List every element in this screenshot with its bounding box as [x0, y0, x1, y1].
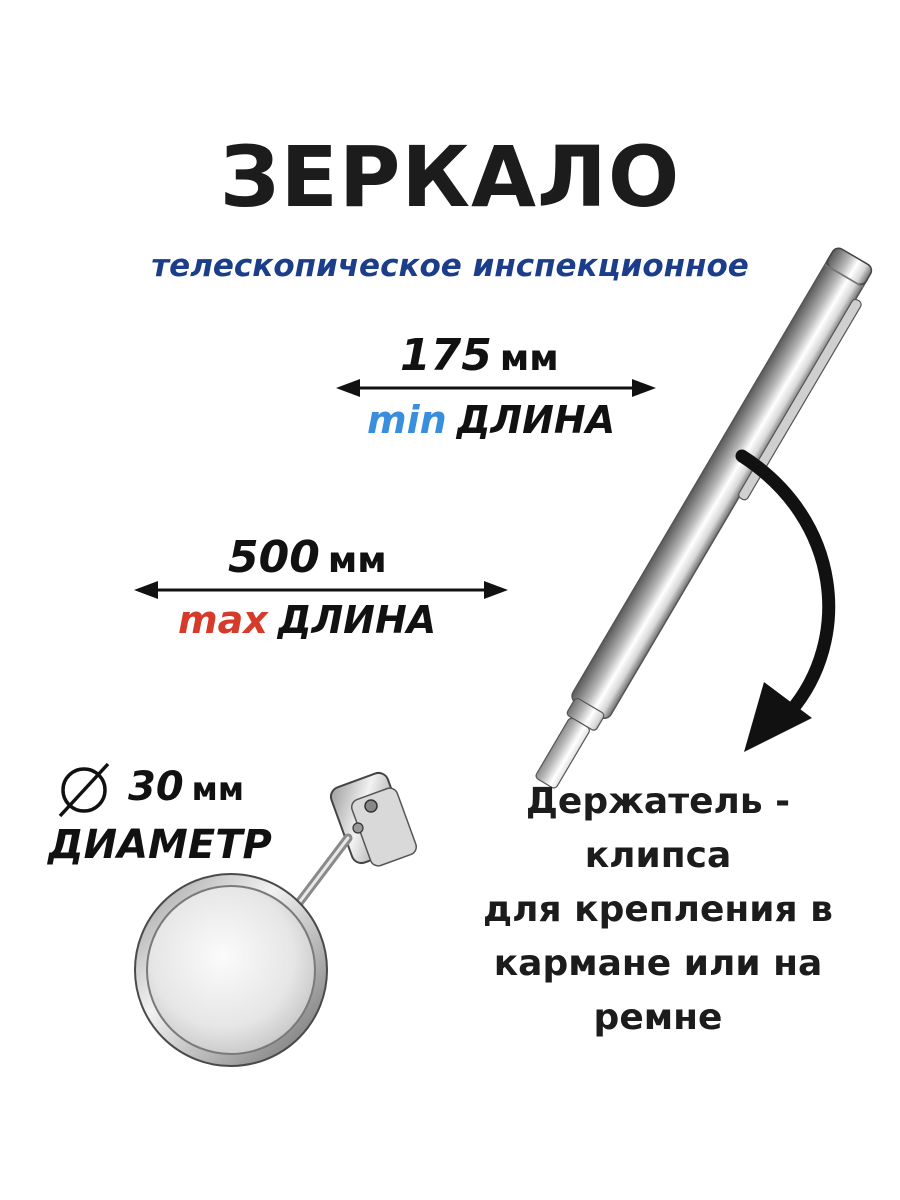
- clip-description-line: Держатель - клипса: [525, 781, 791, 876]
- min-length-value: 175 мм: [400, 330, 559, 381]
- page-subtitle: телескопическое инспекционное: [151, 248, 749, 284]
- min-length-label: min ДЛИНА: [367, 398, 616, 442]
- max-length-label: max ДЛИНА: [178, 598, 437, 642]
- clip-description-line: для крепления в: [483, 889, 833, 930]
- telescopic-handle: [526, 246, 874, 795]
- clip-description-line: ремне: [593, 997, 723, 1038]
- diameter-symbol-icon: [60, 764, 108, 816]
- curved-arrow-icon: [742, 456, 829, 752]
- max-length-arrow: [134, 581, 508, 599]
- mirror-head: [135, 874, 327, 1066]
- page-title: ЗЕРКАЛО: [219, 128, 681, 226]
- max-length-value: 500 мм: [228, 532, 387, 583]
- clip-description-line: кармане или на: [493, 943, 823, 984]
- min-length-arrow: [336, 379, 656, 397]
- clip-description: [448, 775, 868, 1045]
- diameter-label: ДИАМЕТР: [48, 822, 272, 868]
- diameter-value: 30 мм: [128, 764, 244, 810]
